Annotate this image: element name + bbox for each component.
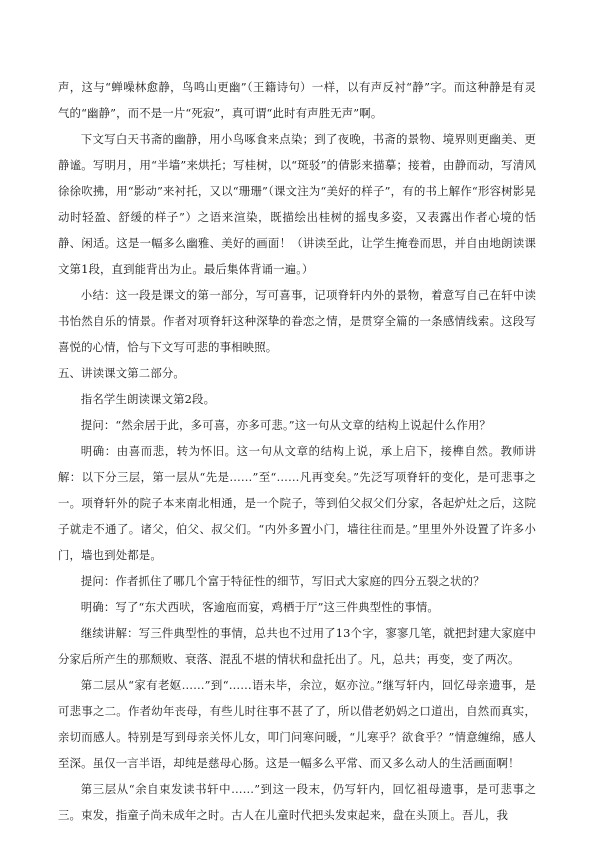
paragraph-instruction: 指名学生朗读课文第2段。	[80, 392, 216, 406]
paragraph-question-2: 提问：作者抓住了哪几个富于特征性的细节，写旧式大家庭的四分五裂之状的？	[80, 574, 485, 588]
paragraph-question-1: 提问：“然余居于此，多可喜，亦多可悲。”这一句从文章的结构上说起什么作用？	[80, 418, 491, 432]
paragraph-1: 声，这与“蝉噪林愈静，鸟鸣山更幽”（王籍诗句）一样，以有声反衬“静”字。而这种静是有灵气的“幽静”，而不是一片“死寂”，真可谓“此时有声胜无声”啊。	[58, 80, 536, 120]
paragraph-layer-2: 第二层从“家有老妪……”到“……语未毕，余泣，妪亦泣。”继写轩内，回忆母亲遗事，是可悲事之二。作者幼年丧母，有些儿时往事不甚了了，所以借老奶妈之口道出，自然而真实，亲切而感人。特别是写到母亲关怀儿女，叩门问寒问暖，“儿寒乎？欲食乎？”情意缠绵，感人至深。虽仅一言半语，却纯是慈母心肠。这是一幅多么平常、而又多么动人的生活画面啊！	[58, 678, 536, 770]
paragraph-2: 下文写白天书斋的幽静，用小鸟啄食来点染；到了夜晚，书斋的景物、境界则更幽美、更静谧。写明月，用“半墙”来烘托；写桂树，以“斑驳”的倩影来描摹；接着，由静而动，写清风徐徐吹拂，用“影动”来衬托，又以“珊珊”（课文注为“美好的样子”，有的书上解作“形容树影晃动时轻盈、舒缓的样子”）之语来渲染，既描绘出桂树的摇曳多姿，又表露出作者心境的恬静、闲适。这是一幅多么幽雅、美好的画面！（讲读至此，让学生掩卷而思，并自由地朗读课文第1段，直到能背出为止。最后集体背诵一遍。）	[58, 132, 536, 276]
section-heading-5: 五、讲读课文第二部分。	[58, 366, 185, 380]
paragraph-answer-2: 明确：写了“东犬西吠，客逾庖而宴，鸡栖于厅”这三件典型性的事情。	[80, 600, 439, 614]
paragraph-explanation: 继续讲解：写三件典型性的事情，总共也不过用了13个字，寥寥几笔，就把封建大家庭中分家后所产生的那颓败、衰落、混乱不堪的情状和盘托出了。凡，总共；再变，变了两次。	[58, 626, 536, 666]
paragraph-answer-1: 明确：由喜而悲，转为怀旧。这一句从文章的结构上说，承上启下，接榫自然。教师讲解：以下分三层，第一层从“先是……”至“……凡再变矣。”先泛写项脊轩的变化，是可悲事之一。项脊轩外的院子本来南北相通，是一个院子，等到伯父叔父们分家，各起炉灶之后，这院子就走不通了。诸父，伯父、叔父们。“内外多置小门，墙往往而是。”里里外外设置了许多小门，墙也到处都是。	[58, 444, 536, 562]
document-page	[58, 74, 536, 828]
paragraph-layer-3: 第三层从“余自束发读书轩中……”到这一段末，仍写轩内，回忆祖母遗事，是可悲事之三。束发，指童子尚未成年之时。古人在儿童时代把头发束起来，盘在头顶上。吾儿，我	[58, 782, 536, 822]
paragraph-summary: 小结：这一段是课文的第一部分，写可喜事，记项脊轩内外的景物，着意写自己在轩中读书怡然自乐的情景。作者对项脊轩这种深挚的眷恋之情，是贯穿全篇的一条感情线索。这段写喜悦的心情，恰与下文写可悲的事相映照。	[58, 288, 536, 354]
